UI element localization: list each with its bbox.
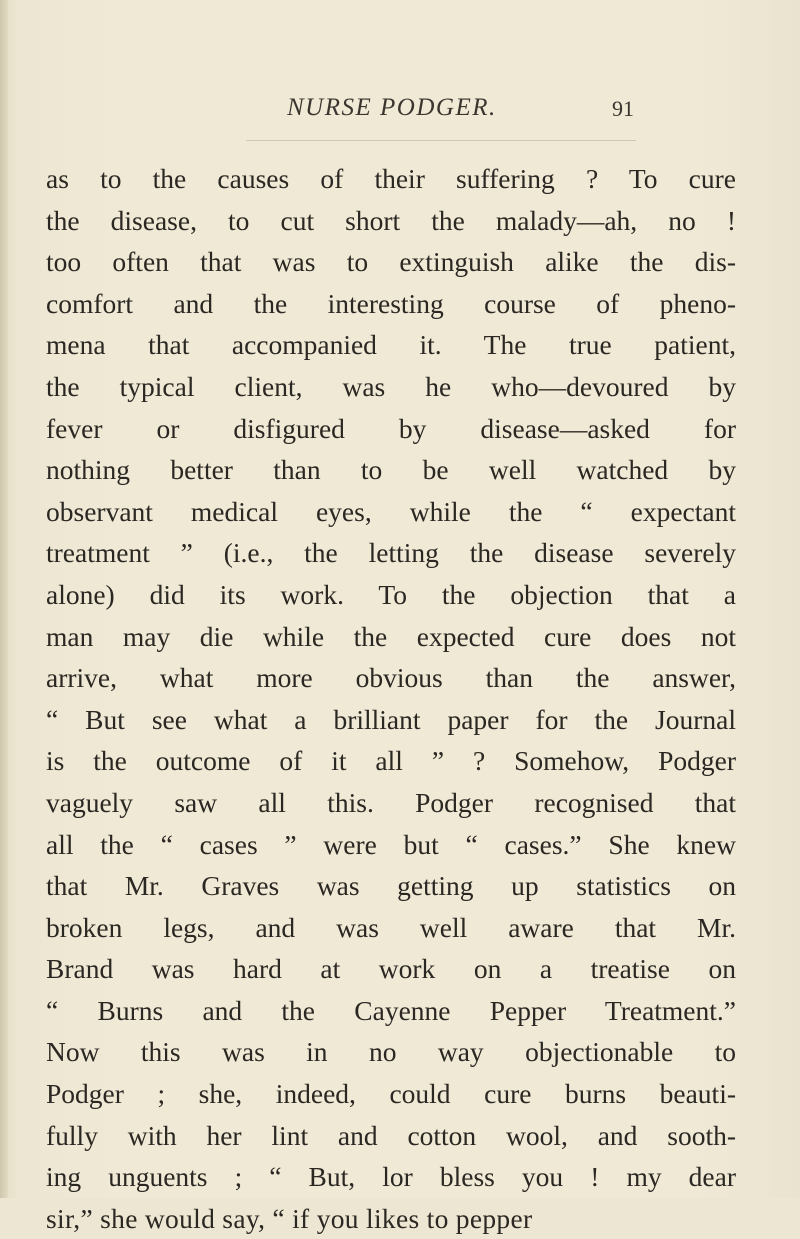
text-line: mena that accompanied it. The true patient, (46, 329, 736, 361)
text-line: too often that was to extinguish alike the dis- (46, 246, 736, 278)
text-line: Brand was hard at work on a treatise on (46, 953, 736, 985)
text-line: nothing better than to be well watched by (46, 454, 736, 486)
text-line: “ Burns and the Cayenne Pepper Treatment.” (46, 994, 736, 1026)
text-line: the typical client, was he who—devoured by (46, 370, 736, 402)
text-line: alone) did its work. To the objection that a (46, 578, 736, 610)
text-line: arrive, what more obvious than the answer, (46, 662, 736, 694)
text-line: treatment ” (i.e., the letting the disease severely (46, 537, 736, 569)
text-line: as to the causes of their suffering ? To cure (46, 163, 736, 194)
text-line: fully with her lint and cotton wool, and sooth- (46, 1119, 736, 1151)
text-line: fever or disfigured by disease—asked for (46, 412, 736, 444)
text-line: ing unguents ; “ But, lor bless you ! my dear (46, 1161, 736, 1193)
page-number: 91 (612, 96, 634, 121)
binding-edge (0, 0, 8, 1198)
text-line: broken legs, and was well aware that Mr. (46, 911, 736, 943)
text-line: all the “ cases ” were but “ cases.” She knew (46, 828, 736, 860)
text-line: comfort and the interesting course of pheno- (46, 287, 736, 319)
text-line: vaguely saw all this. Podger recognised that (46, 786, 736, 818)
running-title: NURSE PODGER. (287, 94, 497, 121)
text-line: Now this was in no way objectionable to (46, 1036, 736, 1068)
text-line: observant medical eyes, while the “ expectant (46, 495, 736, 527)
text-line: man may die while the expected cure does not (46, 620, 736, 652)
text-line: “ But see what a brilliant paper for the Journal (46, 703, 736, 735)
text-line: Podger ; she, indeed, could cure burns beauti- (46, 1078, 736, 1110)
text-line: is the outcome of it all ” ? Somehow, Podger (46, 745, 736, 777)
body-text (46, 158, 736, 1239)
header-rule (246, 140, 636, 141)
text-line: sir,” she would say, “ if you likes to pepper (46, 1202, 533, 1234)
text-line: that Mr. Graves was getting up statistics on (46, 870, 736, 902)
text-line: the disease, to cut short the malady—ah, no ! (46, 204, 736, 236)
running-head (0, 94, 800, 134)
